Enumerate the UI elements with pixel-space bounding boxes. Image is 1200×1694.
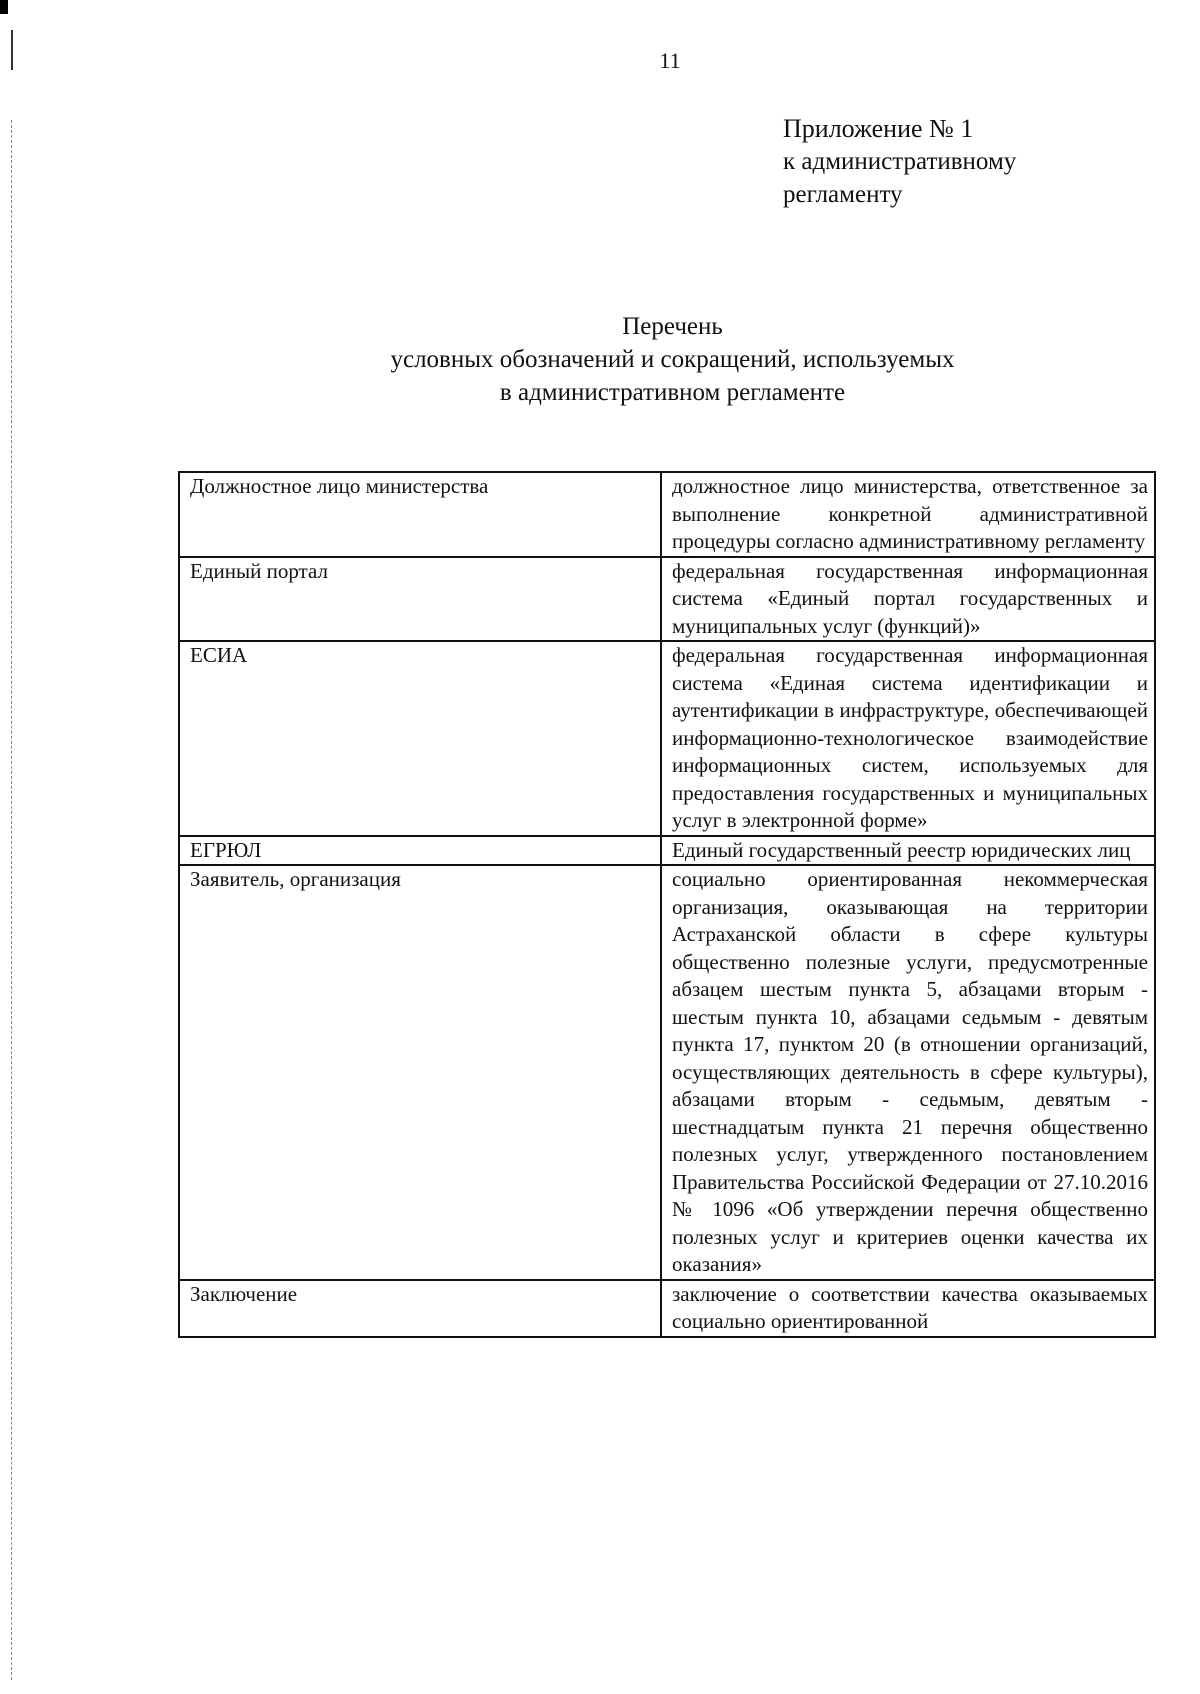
document-title (0, 310, 1200, 409)
abbreviations-table (178, 471, 1156, 1338)
definition-cell: социально ориентированная некоммерческая организация, оказывающая на территории Астраханской области в сфере культуры общественно полезные услуги, предусмотренные абзацем шестым пункта 5, абзацами вторым - шестым пункта 10, абзацами седьмым - девятым пункта 17, пунктом 20 (в отношении организаций, осуществляющих деятельность в сфере культуры), абзацами вторым - седьмым, девятым - шестнадцатым пункта 21 перечня общественно полезных услуг, утвержденного постановлением Правительства Российской Федерации от 27.10.2016 № 1096 «Об утверждении перечня общественно полезных услуг и критериев оценки качества их оказания» (661, 865, 1155, 1280)
table-row (179, 641, 1155, 836)
page-number: 11 (659, 48, 681, 73)
title-line: в административном регламенте (499, 379, 846, 406)
appendix-subtitle: к административному (783, 148, 1017, 175)
table-row (179, 865, 1155, 1280)
term-cell: Единый портал (179, 557, 661, 642)
term-cell: ЕГРЮЛ (179, 836, 661, 866)
definition-cell: федеральная государственная информационная система «Единая система идентификации и аутентификации в инфраструктуре, обеспечивающей информационно-технологическое взаимодействие информационных систем, используемых для предоставления государственных и муниципальных услуг в электронной форме» (661, 641, 1155, 836)
term-cell: Должностное лицо министерства (179, 472, 661, 557)
appendix-header (783, 112, 1016, 211)
term-cell: ЕСИА (179, 641, 661, 836)
definition-cell: Единый государственный реестр юридических лиц (661, 836, 1155, 866)
appendix-title: Приложение № 1 (783, 114, 974, 143)
appendix-subtitle: регламенту (783, 181, 903, 208)
title-line: условных обозначений и сокращений, используемых (390, 346, 955, 373)
table-row (179, 836, 1155, 866)
scan-corner-mark (0, 0, 8, 14)
table-row (179, 557, 1155, 642)
table-row (179, 1280, 1155, 1337)
term-cell: Заявитель, организация (179, 865, 661, 1280)
title-line: Перечень (622, 313, 723, 340)
term-cell: Заключение (179, 1280, 661, 1337)
definition-cell: федеральная государственная информационная система «Единый портал государственных и муниципальных услуг (функций)» (661, 557, 1155, 642)
definition-cell: должностное лицо министерства, ответственное за выполнение конкретной административной процедуры согласно административному регламенту (661, 472, 1155, 557)
definition-cell: заключение о соответствии качества оказываемых социально ориентированной (661, 1280, 1155, 1337)
table-row (179, 472, 1155, 557)
